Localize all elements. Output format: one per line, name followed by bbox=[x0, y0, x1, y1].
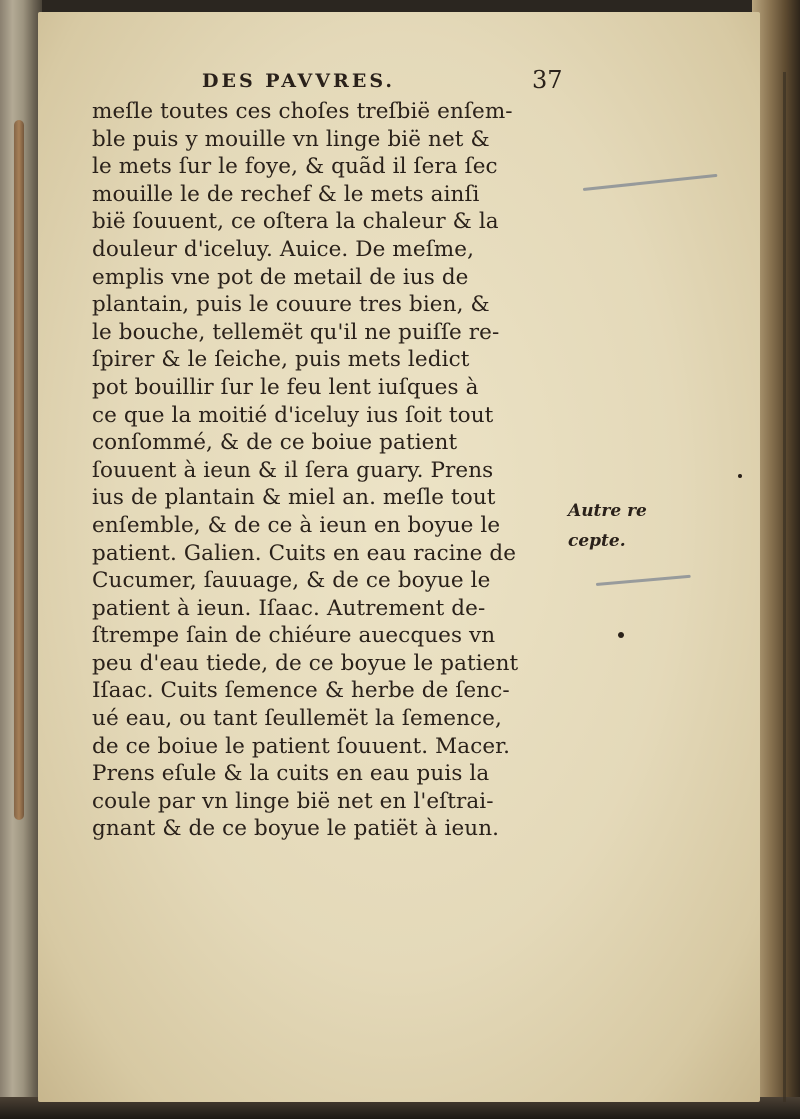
text-line: ſouuent à ieun & il ſera guary. Prens bbox=[92, 457, 494, 483]
text-line: plantain, puis le couure tres bien, & bbox=[92, 292, 490, 318]
pen-stroke-mark bbox=[583, 174, 718, 191]
body-text bbox=[92, 98, 572, 843]
margin-note-line: cepte. bbox=[568, 531, 626, 551]
text-line: ble puis y mouille vn linge bië net & bbox=[92, 126, 490, 152]
spine-edge bbox=[14, 120, 24, 820]
text-line: conſommé, & de ce boiue patient bbox=[92, 430, 458, 456]
text-line: enſemble, & de ce à ieun en boyue le bbox=[92, 512, 501, 538]
ink-dot bbox=[618, 632, 624, 638]
text-line: patient. Galien. Cuits en eau racine de bbox=[92, 540, 517, 566]
text-line: peu d'eau tiede, de ce boyue le patient bbox=[92, 650, 519, 676]
text-line: bië ſouuent, ce oſtera la chaleur & la bbox=[92, 209, 499, 235]
text-line: ſpirer & le ſeiche, puis mets ledict bbox=[92, 347, 470, 373]
text-line: ué eau, ou tant ſeullemët la ſemence, bbox=[92, 706, 502, 732]
margin-note-line: Autre re bbox=[568, 501, 647, 521]
page-text-block bbox=[92, 66, 572, 843]
text-line: de ce boiue le patient ſouuent. Macer. bbox=[92, 733, 511, 759]
running-head: DES PAVVRES. bbox=[202, 70, 395, 92]
text-line: le mets ſur le foye, & quãd il ſera ſec bbox=[92, 154, 498, 180]
text-line: coule par vn linge bië net en l'eſtrai- bbox=[92, 788, 494, 814]
text-line: ius de plantain & miel an. meſle tout bbox=[92, 485, 496, 511]
text-line: le bouche, tellemët qu'il ne puiſſe re- bbox=[92, 319, 500, 345]
text-line: pot bouillir ſur le feu lent iuſques à bbox=[92, 374, 479, 400]
page-header bbox=[92, 66, 572, 96]
text-line: ce que la moitié d'iceluy ius ſoit tout bbox=[92, 402, 494, 428]
text-line: meſle toutes ces choſes treſbië enſem- bbox=[92, 99, 513, 124]
text-line: emplis vne pot de metail de ius de bbox=[92, 264, 469, 290]
text-line: Iſaac. Cuits ſemence & herbe de ſenc- bbox=[92, 678, 510, 704]
text-line: douleur d'iceluy. Auice. De meſme, bbox=[92, 236, 475, 262]
text-line: Prens eſule & la cuits en eau puis la bbox=[92, 761, 490, 787]
book-spine-left bbox=[0, 0, 42, 1119]
page-edge-line bbox=[783, 72, 786, 1102]
pen-stroke-mark bbox=[596, 575, 691, 586]
text-line: mouille le de rechef & le mets ainſi bbox=[92, 181, 480, 207]
text-line: patient à ieun. Iſaac. Autrement de- bbox=[92, 595, 486, 621]
text-line: gnant & de ce boyue le patiët à ieun. bbox=[92, 816, 500, 842]
ink-dot bbox=[738, 474, 742, 478]
margin-note bbox=[568, 496, 647, 556]
page-number: 37 bbox=[532, 66, 563, 94]
text-line: Cucumer, ſauuage, & de ce boyue le bbox=[92, 568, 491, 594]
text-line: ſtrempe ſain de chiéure auecques vn bbox=[92, 623, 496, 649]
